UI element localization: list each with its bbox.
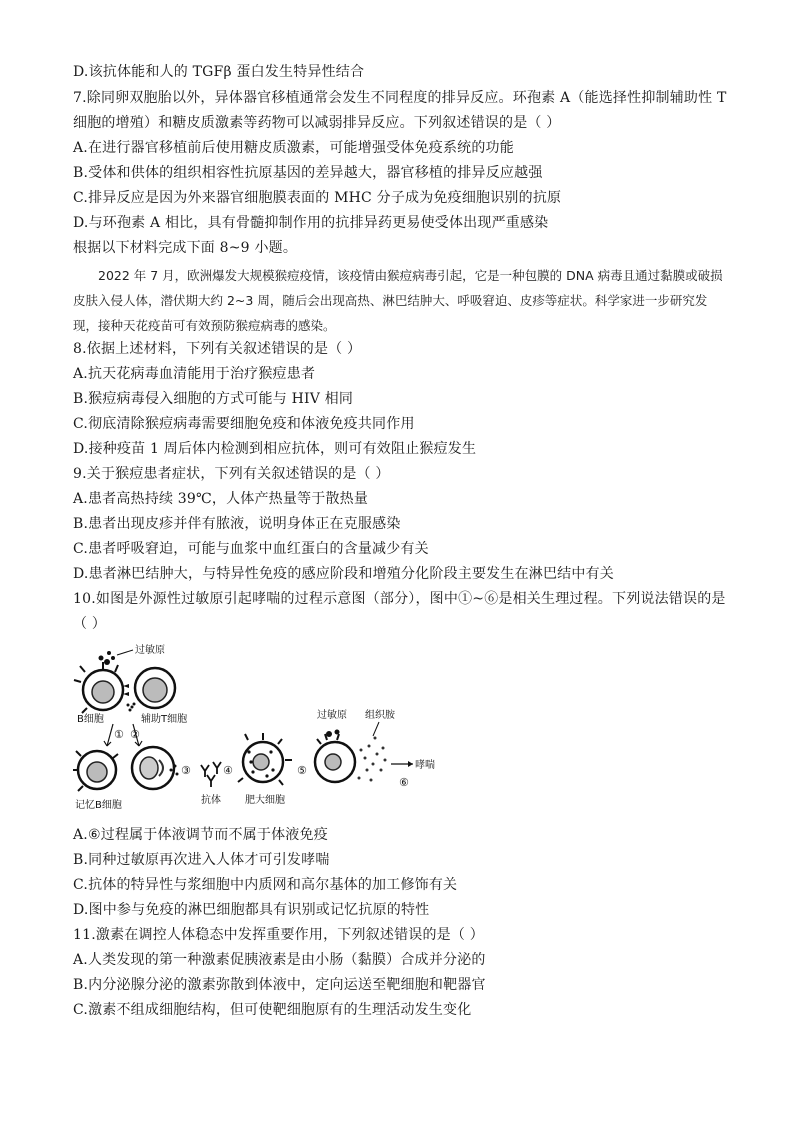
q9-option-a: A.患者高热持续 39℃，人体产热量等于散热量 xyxy=(73,491,369,507)
q11-option-b: B.内分泌腺分泌的激素弥散到体液中，定向运送至靶细胞和靶器官 xyxy=(73,977,486,993)
q7-option-d: D.与环孢素 A 相比，具有骨髓抑制作用的抗排异药更易使受体出现严重感染 xyxy=(73,215,549,231)
q10-option-c: C.抗体的特异性与浆细胞中内质网和高尔基体的加工修饰有关 xyxy=(73,877,458,893)
q11-stem: 11.激素在调控人体稳态中发挥重要作用，下列叙述错误的是（ ） xyxy=(73,927,484,943)
q6-option-d: D.该抗体能和人的 TGFβ 蛋白发生特异性结合 xyxy=(73,64,365,80)
q10-stem-line1: 10.如图是外源性过敏原引起哮喘的过程示意图（部分），图中①~⑥是相关生理过程。下列说法错误的是 xyxy=(73,591,726,607)
plasma-cell-illustration xyxy=(132,747,179,789)
helper-t-cell-illustration xyxy=(135,668,175,708)
q7-stem-line1: 7.除同卵双胞胎以外，异体器官移植通常会发生不同程度的排异反应。环孢素 A（能选择性抑制辅助性 T xyxy=(73,90,727,106)
q8-stem: 8.依据上述材料，下列有关叙述错误的是（ ） xyxy=(73,341,362,357)
label-helper-t: 辅助T细胞 xyxy=(141,714,188,725)
antibody-illustration xyxy=(201,762,221,787)
memory-b-cell-illustration xyxy=(73,751,118,791)
q7-stem-line2: 细胞的增殖）和糖皮质激素等药物可以减弱排异反应。下列叙述错误的是（ ） xyxy=(73,115,561,131)
label-antibody: 抗体 xyxy=(201,795,221,806)
step-6: ⑥ xyxy=(399,776,409,789)
allergy-asthma-diagram xyxy=(73,640,453,818)
b-cell-illustration xyxy=(74,662,123,713)
q7-option-a: A.在进行器官移植前后使用糖皮质激素，可能增强受体免疫系统的功能 xyxy=(73,140,514,156)
q11-option-a: A.人类发现的第一种激素促胰液素是由小肠（黏膜）合成并分泌的 xyxy=(73,952,486,968)
step-2: ② xyxy=(130,728,140,741)
q8-option-d: D.接种疫苗 1 周后体内检测到相应抗体，则可有效阻止猴痘发生 xyxy=(73,441,477,457)
step-1: ① xyxy=(114,728,124,741)
material-passage xyxy=(73,263,723,338)
q7-option-b: B.受体和供体的组织相容性抗原基因的差异越大，器官移植的排异反应越强 xyxy=(73,165,543,181)
label-mast-cell: 肥大细胞 xyxy=(245,795,285,806)
activated-mast-cell-illustration xyxy=(315,730,355,783)
q10-option-b: B.同种过敏原再次进入人体才可引发哮喘 xyxy=(73,852,330,868)
label-asthma: 哮喘 xyxy=(415,760,435,771)
q9-option-c: C.患者呼吸窘迫，可能与血浆中血红蛋白的含量减少有关 xyxy=(73,541,429,557)
histamine-granules xyxy=(358,737,387,782)
label-allergen-2: 过敏原 xyxy=(317,710,347,721)
q10-stem-line2: （ ） xyxy=(73,616,107,632)
histamine-pointer xyxy=(373,722,379,736)
label-histamine: 组织胺 xyxy=(365,710,395,721)
q8-option-a: A.抗天花病毒血清能用于治疗猴痘患者 xyxy=(73,366,316,382)
material-text: 2022 年 7 月，欧洲爆发大规模猴痘疫情，该疫情由猴痘病毒引起，它是一种包膜的 DNA 病毒且通过黏膜或破损皮肤入侵人体，潜伏期大约 2~3 周，随后会出现高热、淋巴结肿大、呼吸窘迫、皮疹等症状。科学家进一步研究发现，接种天花疫苗可有效预防猴痘病毒的感染。 xyxy=(73,268,723,333)
arrow-to-asthma xyxy=(391,761,413,767)
q8-option-b: B.猴痘病毒侵入细胞的方式可能与 HIV 相同 xyxy=(73,391,354,407)
step-4: ④ xyxy=(223,764,233,777)
q10-option-d: D.图中参与免疫的淋巴细胞都具有识别或记忆抗原的特性 xyxy=(73,902,430,918)
material-intro: 根据以下材料完成下面 8~9 小题。 xyxy=(73,240,298,256)
step-3: ③ xyxy=(181,764,191,777)
label-b-cell: B细胞 xyxy=(77,714,104,725)
step-5: ⑤ xyxy=(297,764,307,777)
q7-option-c: C.排异反应是因为外来器官细胞膜表面的 MHC 分子成为免疫细胞识别的抗原 xyxy=(73,190,562,206)
q11-option-c: C.激素不组成细胞结构，但可使靶细胞原有的生理活动发生变化 xyxy=(73,1002,472,1018)
q8-option-c: C.彻底清除猴痘病毒需要细胞免疫和体液免疫共同作用 xyxy=(73,416,415,432)
q9-option-d: D.患者淋巴结肿大，与特异性免疫的感应阶段和增殖分化阶段主要发生在淋巴结中有关 xyxy=(73,566,614,582)
cell-contact-signals xyxy=(123,684,136,712)
mast-cell-illustration xyxy=(238,733,292,785)
q9-stem: 9.关于猴痘患者症状，下列有关叙述错误的是（ ） xyxy=(73,466,390,482)
label-memory-b: 记忆B细胞 xyxy=(75,800,122,811)
allergen-cluster-top xyxy=(99,651,116,665)
allergen-pointer xyxy=(117,650,133,655)
q9-option-b: B.患者出现皮疹并伴有脓液，说明身体正在克服感染 xyxy=(73,516,401,532)
label-allergen-1: 过敏原 xyxy=(135,645,165,656)
q10-option-a: A.⑥过程属于体液调节而不属于体液免疫 xyxy=(73,827,328,843)
